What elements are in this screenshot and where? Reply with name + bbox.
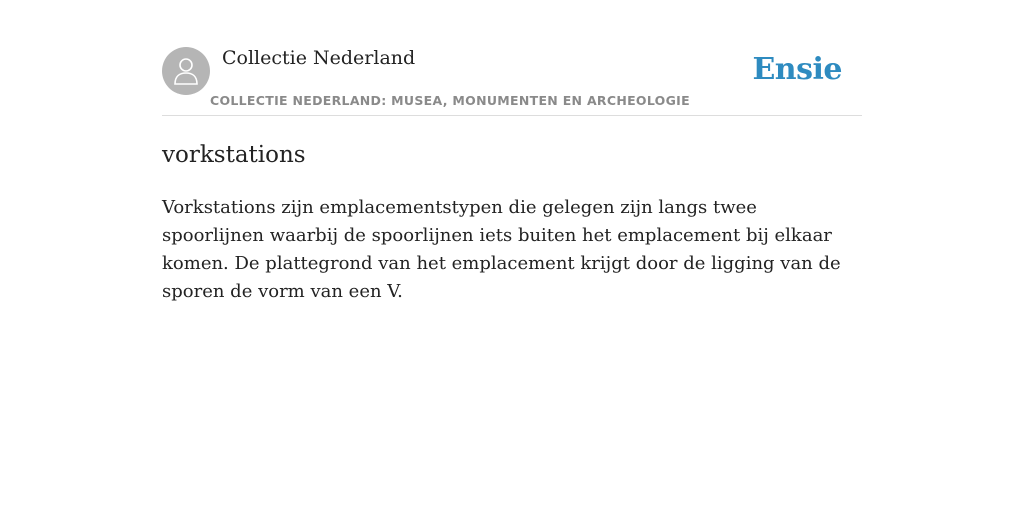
author-name[interactable]: Collectie Nederland — [222, 47, 416, 69]
brand-logo[interactable]: Ensie — [752, 52, 842, 87]
avatar[interactable] — [162, 47, 210, 95]
page — [162, 0, 862, 306]
source-subtitle[interactable]: COLLECTIE NEDERLAND: MUSEA, MONUMENTEN EN ARCHEOLOGIE — [210, 93, 690, 108]
entry-header — [162, 47, 862, 116]
entry-body: Vorkstations zijn emplacementstypen die gelegen zijn langs twee spoorlijnen waarbij de spoorlijnen iets buiten het emplacement bij elkaar komen. De plattegrond van het emplacement krijgt door de ligging van de sporen de vorm van een V. — [162, 197, 841, 302]
user-icon — [172, 56, 200, 86]
entry-title: vorkstations — [162, 142, 306, 168]
